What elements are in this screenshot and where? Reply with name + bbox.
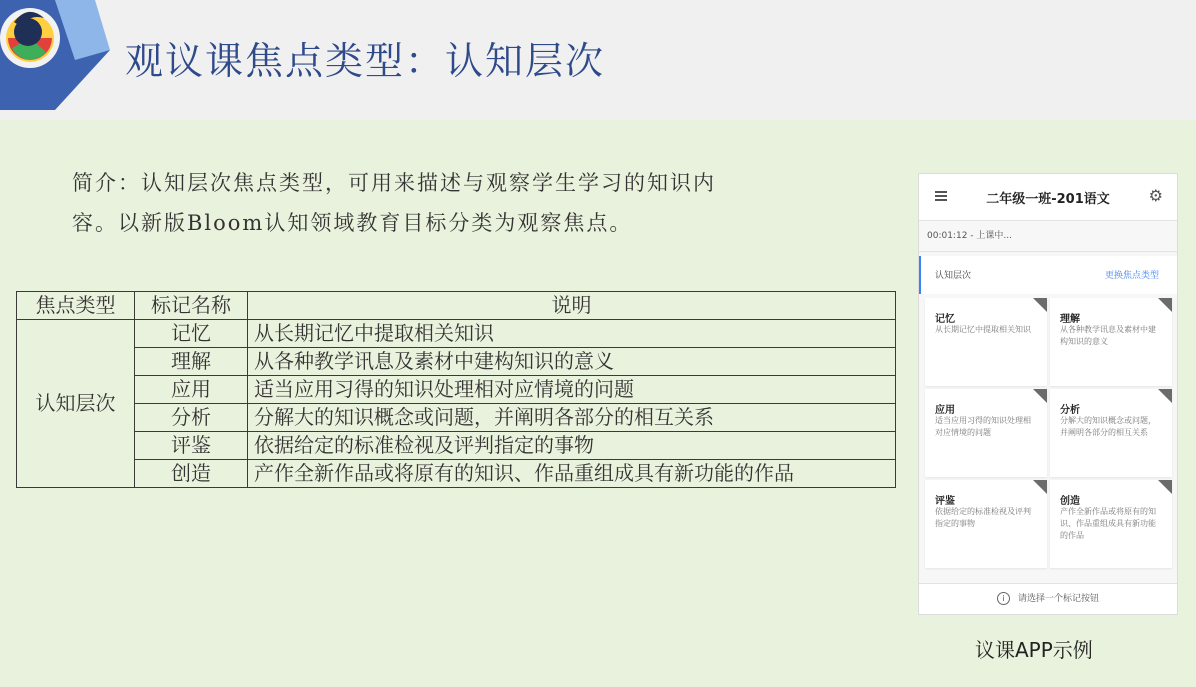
card-desc: 适当应用习得的知识处理相对应情境的问题 bbox=[935, 416, 1031, 437]
app-caption: 议课APP示例 bbox=[975, 638, 1093, 662]
description-cell: 从各种教学讯息及素材中建构知识的意义 bbox=[248, 348, 896, 376]
mark-button-evaluate[interactable] bbox=[925, 480, 1047, 568]
mark-button-analyze[interactable] bbox=[1050, 389, 1172, 477]
gear-icon[interactable]: ⚙ bbox=[1148, 186, 1163, 205]
table-header-row bbox=[17, 292, 896, 320]
description-cell: 产作全新作品或将原有的知识、作品重组成具有新功能的作品 bbox=[248, 460, 896, 488]
card-corner-icon bbox=[1033, 480, 1047, 494]
mark-name-cell: 评鉴 bbox=[135, 432, 248, 460]
card-title: 创造 bbox=[1060, 496, 1080, 507]
card-title: 记忆 bbox=[935, 314, 955, 325]
card-desc: 从长期记忆中提取相关知识 bbox=[935, 325, 1031, 334]
intro-text bbox=[72, 163, 832, 243]
intro-line-2: 容。以新版Bloom认知领域教育目标分类为观察焦点。 bbox=[72, 211, 633, 235]
logo-icon bbox=[0, 0, 110, 110]
header-description: 说明 bbox=[248, 292, 896, 320]
table-row bbox=[17, 320, 896, 348]
table-row bbox=[17, 460, 896, 488]
intro-line-1: 简介：认知层次焦点类型，可用来描述与观察学生学习的知识内 bbox=[72, 171, 716, 195]
category-cell: 认知层次 bbox=[17, 320, 135, 488]
focus-type-bar bbox=[919, 256, 1177, 294]
app-header bbox=[919, 174, 1177, 221]
app-screenshot bbox=[918, 173, 1178, 615]
card-desc: 从各种教学讯息及素材中建构知识的意义 bbox=[1060, 325, 1156, 346]
focus-type-table bbox=[16, 291, 896, 488]
mark-button-grid bbox=[925, 298, 1177, 568]
mark-name-cell: 创造 bbox=[135, 460, 248, 488]
class-timer: 00:01:12 - 上课中... bbox=[919, 221, 1177, 252]
card-title: 评鉴 bbox=[935, 496, 955, 507]
mark-button-memory[interactable] bbox=[925, 298, 1047, 386]
table-row bbox=[17, 404, 896, 432]
card-corner-icon bbox=[1033, 298, 1047, 312]
card-title: 分析 bbox=[1060, 405, 1080, 416]
focus-type-label: 认知层次 bbox=[935, 271, 972, 281]
table-row bbox=[17, 432, 896, 460]
mark-button-understand[interactable] bbox=[1050, 298, 1172, 386]
card-corner-icon bbox=[1158, 389, 1172, 403]
card-corner-icon bbox=[1158, 298, 1172, 312]
page-title: 观议课焦点类型：认知层次 bbox=[125, 39, 606, 83]
slide-header bbox=[0, 0, 1196, 120]
mark-name-cell: 应用 bbox=[135, 376, 248, 404]
mark-button-apply[interactable] bbox=[925, 389, 1047, 477]
card-corner-icon bbox=[1158, 480, 1172, 494]
card-title: 理解 bbox=[1060, 314, 1080, 325]
card-desc: 分解大的知识概念或问题，并阐明各部分的相互关系 bbox=[1060, 416, 1156, 437]
table-row bbox=[17, 348, 896, 376]
card-desc: 产作全新作品或将原有的知识、作品重组成具有新功能的作品 bbox=[1060, 507, 1156, 540]
info-icon: i bbox=[997, 592, 1010, 605]
card-desc: 依据给定的标准检视及评判指定的事物 bbox=[935, 507, 1031, 528]
card-title: 应用 bbox=[935, 405, 955, 416]
app-footer bbox=[919, 583, 1177, 614]
footer-hint: 请选择一个标记按钮 bbox=[1017, 594, 1099, 604]
header-focus-type: 焦点类型 bbox=[17, 292, 135, 320]
description-cell: 从长期记忆中提取相关知识 bbox=[248, 320, 896, 348]
header-mark-name: 标记名称 bbox=[135, 292, 248, 320]
description-cell: 适当应用习得的知识处理相对应情境的问题 bbox=[248, 376, 896, 404]
change-focus-type-link[interactable]: 更换焦点类型 bbox=[1104, 271, 1159, 281]
description-cell: 分解大的知识概念或问题，并阐明各部分的相互关系 bbox=[248, 404, 896, 432]
app-title: 二年级一班-201语文 bbox=[986, 192, 1110, 207]
card-corner-icon bbox=[1033, 389, 1047, 403]
description-cell: 依据给定的标准检视及评判指定的事物 bbox=[248, 432, 896, 460]
mark-name-cell: 理解 bbox=[135, 348, 248, 376]
table-row bbox=[17, 376, 896, 404]
mark-button-create[interactable] bbox=[1050, 480, 1172, 568]
mark-name-cell: 分析 bbox=[135, 404, 248, 432]
mark-name-cell: 记忆 bbox=[135, 320, 248, 348]
